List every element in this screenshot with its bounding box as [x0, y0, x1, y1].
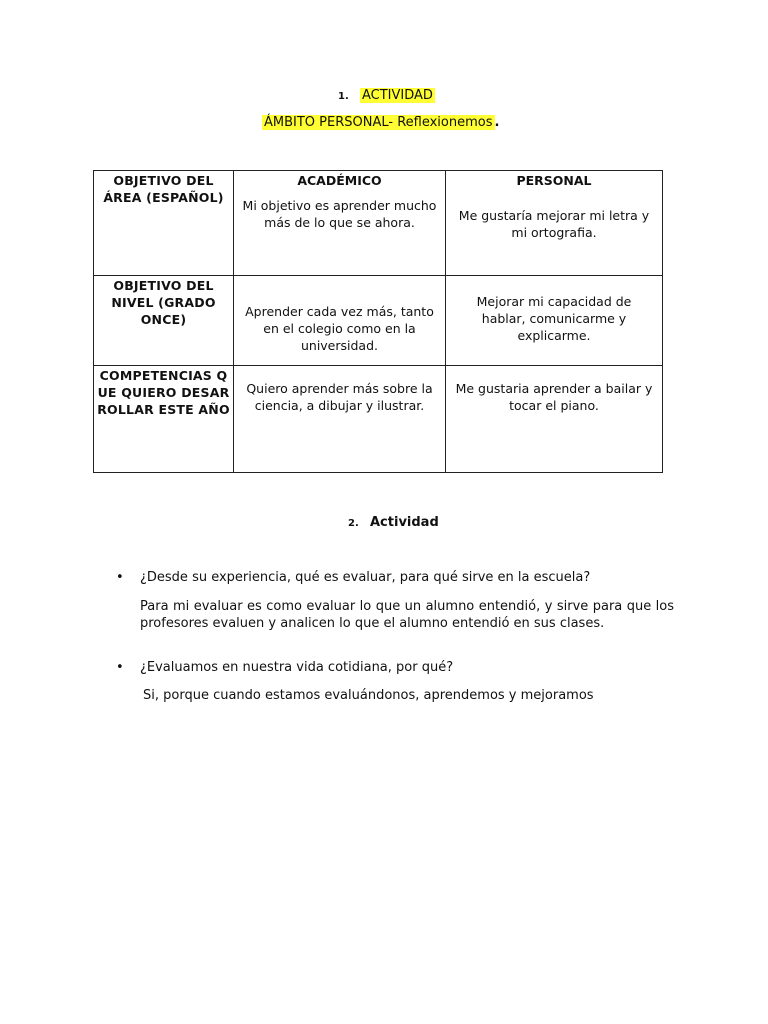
activity2-title: Actividad: [370, 515, 439, 530]
answer-2: Si, porque cuando estamos evaluándonos, aprendemos y mejoramos: [143, 688, 594, 703]
personal-cell: [446, 366, 663, 473]
academic-goal-text: Aprender cada vez más, tanto en el colegio como en la universidad.: [245, 304, 434, 353]
row-label: OBJETIVO DEL ÁREA (ESPAÑOL): [103, 173, 224, 205]
table-row: [94, 366, 663, 473]
goals-table: [93, 170, 663, 473]
subtitle-period: .: [494, 115, 500, 130]
academic-header: ACADÉMICO: [297, 173, 382, 188]
academic-cell: [234, 276, 446, 366]
personal-cell: [446, 171, 663, 276]
bullet-icon: •: [116, 660, 124, 675]
academic-goal-text: Quiero aprender más sobre la ciencia, a dibujar y ilustrar.: [246, 381, 433, 413]
activity2-heading: [348, 515, 439, 530]
subtitle-area: ÁMBITO PERSONAL: [264, 115, 389, 130]
activity2-number: 2.: [348, 518, 359, 529]
activity1-title: ACTIVIDAD: [362, 88, 433, 103]
question-2: ¿Evaluamos en nuestra vida cotidiana, por qué?: [140, 660, 454, 675]
row-label: COMPETENCIAS QUE QUIERO DESARROLLAR ESTE AÑO: [97, 368, 230, 417]
activity1-number: 1.: [338, 91, 349, 102]
row-label-cell: [94, 366, 234, 473]
personal-goal-text: Me gustaria aprender a bailar y tocar el piano.: [455, 381, 653, 413]
academic-goal-text: Mi objetivo es aprender mucho más de lo que se ahora.: [242, 198, 437, 230]
row-label-cell: [94, 171, 234, 276]
table-row: [94, 276, 663, 366]
row-label: OBJETIVO DEL NIVEL (GRADO ONCE): [111, 278, 216, 327]
academic-cell: [234, 171, 446, 276]
activity1-subtitle: [262, 115, 499, 130]
personal-goal-text: Me gustaría mejorar mi letra y mi ortografia.: [458, 208, 650, 240]
subtitle-reflexionemos: - Reflexionemos: [388, 115, 493, 130]
row-label-cell: [94, 276, 234, 366]
question-1: ¿Desde su experiencia, qué es evaluar, para qué sirve en la escuela?: [140, 570, 591, 585]
personal-cell: [446, 276, 663, 366]
personal-goal-text: Mejorar mi capacidad de hablar, comunicarme y explicarme.: [476, 294, 632, 343]
subtitle-highlighted-text: [262, 115, 495, 130]
table-row: [94, 171, 663, 276]
activity1-heading: [338, 88, 435, 103]
bullet-icon: •: [116, 570, 124, 585]
academic-cell: [234, 366, 446, 473]
personal-header: PERSONAL: [516, 173, 592, 188]
answer-1: Para mi evaluar es como evaluar lo que un alumno entendió, y sirve para que los profesores evaluen y analicen lo que el alumno entendió en sus clases.: [140, 599, 674, 631]
